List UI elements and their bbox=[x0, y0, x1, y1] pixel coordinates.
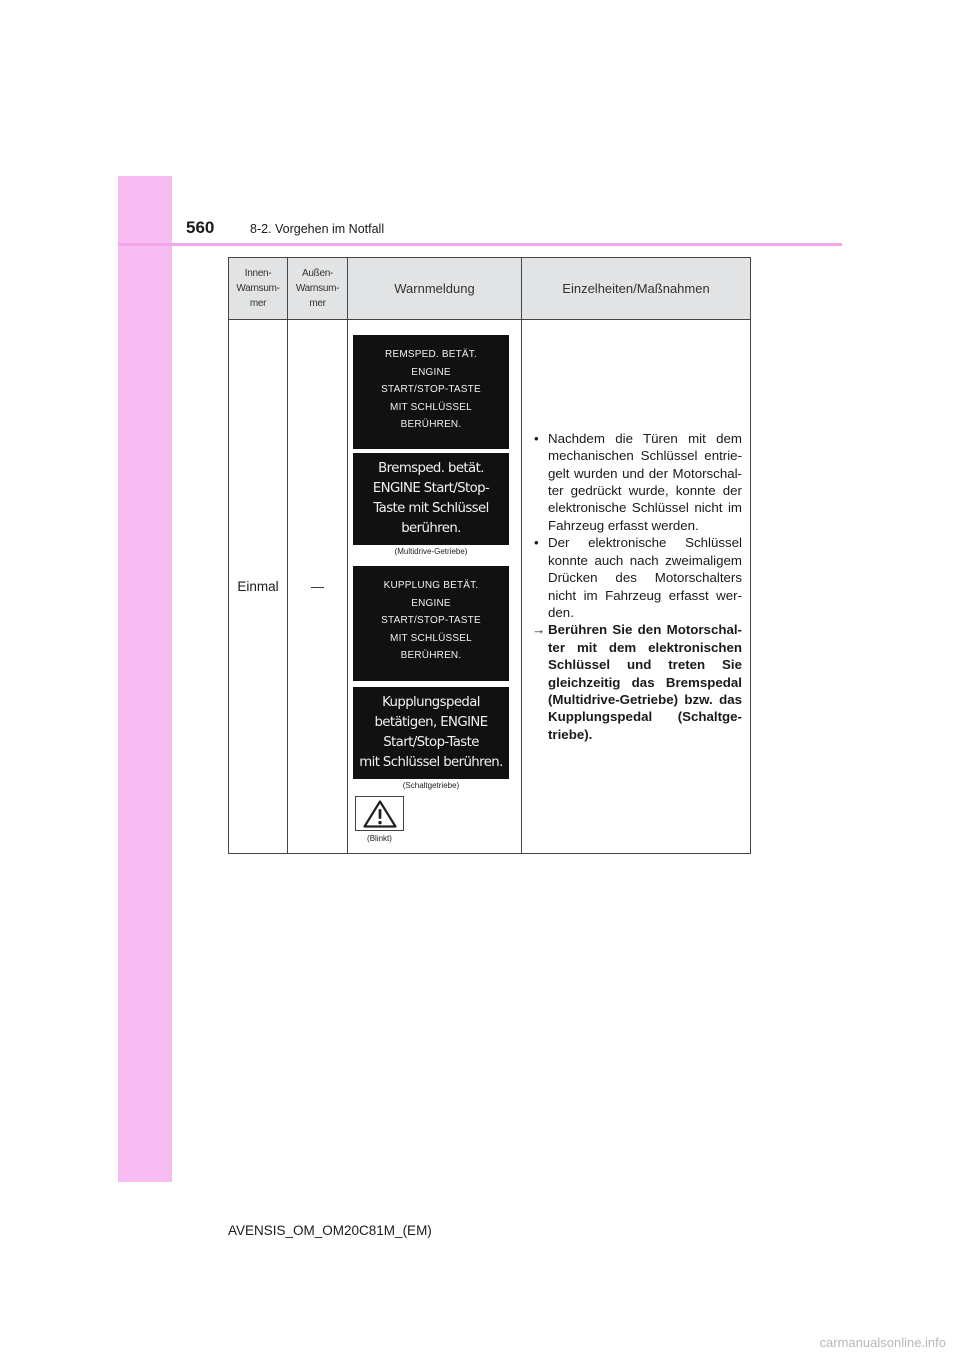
action-text: Berühren Sie den Motorschal-ter mit dem elektronischen Schlüssel und treten Sie gleichzeitig das Bremspedal (Multidrive-Getriebe) bzw. das Kupplungspedal (Schaltge-triebe). bbox=[548, 622, 742, 742]
message-line: Start/Stop-Taste bbox=[383, 735, 479, 750]
message-display-clutch-lcd bbox=[353, 687, 509, 779]
column-header-line: mer bbox=[249, 298, 267, 309]
column-header-outer-buzzer bbox=[288, 258, 348, 320]
arrow-right-icon: → bbox=[532, 622, 546, 638]
message-line: KUPPLUNG BETÄT. bbox=[383, 580, 479, 591]
message-line: Kupplungspedal bbox=[382, 695, 480, 710]
side-tab-band bbox=[118, 176, 172, 1182]
header-rule bbox=[118, 243, 842, 246]
page-number: 560 bbox=[186, 218, 215, 237]
warning-message-cell bbox=[348, 320, 522, 854]
table-row bbox=[229, 320, 751, 854]
column-header-line: Warnsum- bbox=[236, 283, 280, 294]
message-line: betätigen, ENGINE bbox=[374, 715, 488, 730]
message-line: REMSPED. BETÄT. bbox=[385, 349, 477, 360]
list-item bbox=[532, 621, 742, 743]
bullet-mark: • bbox=[534, 535, 539, 551]
inner-buzzer-cell: Einmal bbox=[229, 320, 288, 854]
message-line: MIT SCHLÜSSEL bbox=[390, 632, 472, 644]
warning-icon-box bbox=[355, 796, 404, 831]
column-header-line: Warnsum- bbox=[295, 283, 340, 294]
message-line: Taste mit Schlüssel bbox=[373, 501, 489, 516]
column-header-line: mer bbox=[309, 298, 326, 309]
message-line: ENGINE bbox=[411, 366, 451, 378]
column-header-details: Einzelheiten/Maßnahmen bbox=[522, 258, 751, 320]
message-line: berühren. bbox=[401, 521, 461, 536]
column-header-warning-message: Warnmeldung bbox=[348, 258, 522, 320]
watermark: carmanualsonline.info bbox=[819, 1335, 946, 1350]
warning-table bbox=[228, 257, 751, 854]
section-title: 8-2. Vorgehen im Notfall bbox=[250, 222, 385, 236]
bullet-mark: • bbox=[534, 430, 539, 446]
details-cell bbox=[522, 320, 751, 854]
message-line: mit Schlüssel berühren. bbox=[359, 755, 503, 770]
message-line: MIT SCHLÜSSEL bbox=[390, 401, 472, 413]
column-header-line: Innen- bbox=[244, 268, 272, 279]
message-display-brake-caps bbox=[353, 335, 509, 449]
warning-triangle-icon bbox=[362, 799, 398, 829]
list-item bbox=[532, 430, 742, 534]
details-text: Der elektronische Schlüssel konnte auch nach zweimaligem Drücken des Motorschalters nicht im Fahrzeug erfasst wer-den. bbox=[548, 535, 742, 620]
document-code: AVENSIS_OM_OM20C81M_(EM) bbox=[228, 1223, 432, 1238]
message-line: BERÜHREN. bbox=[400, 419, 462, 431]
outer-buzzer-cell: — bbox=[288, 320, 348, 854]
list-item bbox=[532, 534, 742, 621]
column-header-line: Außen- bbox=[302, 268, 333, 279]
column-header-inner-buzzer bbox=[229, 258, 288, 320]
note-multidrive: (Multidrive-Getriebe) bbox=[394, 547, 468, 556]
table-header-row bbox=[229, 258, 751, 320]
message-line: ENGINE Start/Stop- bbox=[372, 481, 490, 496]
note-blink: (Blinkt) bbox=[367, 834, 392, 843]
message-line: Bremsped. betät. bbox=[378, 461, 484, 476]
message-display-clutch-caps bbox=[353, 566, 509, 681]
details-text: Nachdem die Türen mit dem mechanischen Schlüssel entrie-gelt wurden und der Motorschal-ter gedrückt wurde, konnte der elektronische Schlüssel nicht im Fahrzeug erfasst werden. bbox=[548, 430, 742, 533]
message-line: START/STOP-TASTE bbox=[381, 384, 481, 396]
details-list bbox=[532, 430, 742, 743]
note-manual: (Schaltgetriebe) bbox=[402, 781, 460, 790]
message-display-brake-lcd bbox=[353, 453, 509, 545]
message-line: BERÜHREN. bbox=[400, 650, 462, 662]
message-line: START/STOP-TASTE bbox=[381, 615, 481, 627]
message-line: ENGINE bbox=[411, 597, 451, 609]
